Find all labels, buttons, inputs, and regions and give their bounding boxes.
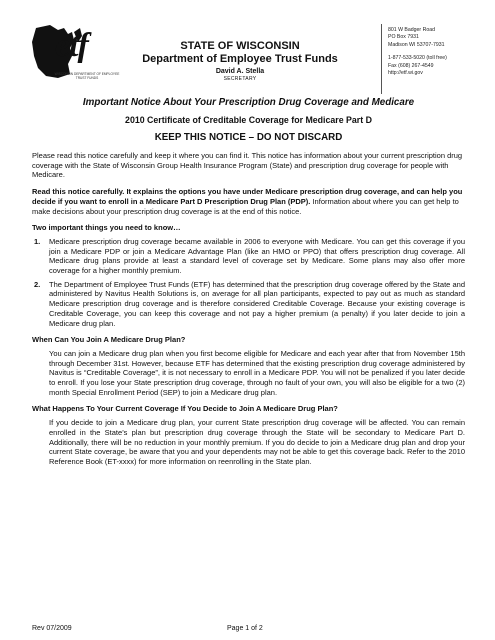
list-item-number: 1. — [34, 236, 41, 246]
contact-block — [388, 27, 488, 77]
list-item-number: 2. — [34, 279, 41, 289]
state-name: STATE OF WISCONSIN — [180, 40, 300, 52]
happens-paragraph: If you decide to join a Medicare drug plan, your current State prescription drug coverage will be affected. You can remain enrolled in the State’s plan but prescription drug coverage through the State will be secondary to Medicare Part D. Additionally, there will be no reduction in your monthly premium. If you do decide to join a Medicare drug plan and drop your current State coverage, be aware that you and your dependents may not be able to get this coverage back. Refer to the 2010 Reference Book (ET-xxxx) for more information on reenrolling in the State plan. — [49, 418, 465, 466]
header-divider — [381, 24, 382, 94]
secretary-title: SECRETARY — [223, 76, 257, 82]
website-link[interactable]: http://etf.wi.gov — [388, 70, 423, 77]
list-item-text: Medicare prescription drug coverage became available in 2006 to everyone with Medicare. You can get this coverage if you join a Medicare PDP or join a Medicare Advantage Plan (like an HMO or PPO) that offers prescription drug coverage. All Medicare drug plans provide at least a standard level of coverage set by Medicare. Some plans may also offer more coverage for a higher monthly premium. — [49, 236, 465, 276]
intro-paragraph: Please read this notice carefully and keep it where you can find it. This notice has information about your current prescription drug coverage with the State of Wisconsin Group Health Insurance Program (State) and prescription drug coverage for people with Medicare. — [32, 151, 463, 180]
keep-notice-title: KEEP THIS NOTICE – DO NOT DISCARD — [154, 132, 343, 143]
two-things-list — [32, 237, 465, 328]
secretary-name: David A. Stella — [215, 68, 265, 75]
notice-title: Important Notice About Your Prescription Drug Coverage and Medicare — [82, 97, 415, 108]
revision-date: Rev 07/2009 — [32, 625, 72, 632]
fax-number: Fax (608) 267-4549 — [388, 62, 434, 69]
list-item — [32, 237, 465, 276]
address-line-2: PO Box 7931 — [388, 34, 419, 41]
list-item-text: The Department of Employee Trust Funds (ETF) has determined that the prescription drug coverage offered by the State and administered by Navitus Health Solutions is, on average for all plan participants, expected to pay out as much as standard Medicare prescription drug coverage and is therefore considered Creditable Coverage. Because your existing coverage is Creditable Coverage, you can keep this coverage and not pay a higher premium (a penalty) if you later decide to join a Medicare drug plan. — [49, 279, 465, 328]
two-things-heading: Two important things you need to know… — [32, 223, 181, 233]
join-paragraph: You can join a Medicare drug plan when you first become eligible for Medicare and each year after that from November 15th through December 31st. However, because ETF has determined that the existing prescription drug coverage administered by Navitus is “Creditable Coverage”, it is not necessary to enroll in a Medicare PDP. You will not be penalized if you later decide to enroll. If you lose your State prescription drug coverage, through no fault of your own, you will also be eligible for a two (2) month Special Enrollment Period (SEP) to join a Medicare drug plan. — [49, 348, 465, 397]
etf-logo-text: etf — [55, 27, 88, 64]
certificate-title: 2010 Certificate of Creditable Coverage for Medicare Part D — [125, 115, 372, 125]
phone-number: 1-877-533-5020 (toll free) — [388, 55, 447, 62]
page-number: Page 1 of 2 — [227, 625, 263, 632]
address-line-1: 801 W Badger Road — [388, 27, 436, 33]
intro-bold-text: Read this notice carefully. It explains the options you have under Medicare prescription drug coverage, and can help you decide if you want to enroll in a Medicare Part D Prescription Drug Plan (PDP). — [32, 187, 463, 206]
intro-paragraph-2 — [32, 187, 465, 216]
agency-heading — [140, 40, 340, 83]
list-item — [32, 280, 465, 329]
department-name: Department of Employee Trust Funds — [142, 53, 338, 65]
logo-caption: WISCONSIN DEPARTMENT OF EMPLOYEE TRUST FUNDS — [54, 72, 120, 80]
intro-rest-text: Information about where you can get help to make decisions about your prescription drug coverage is at the end of this notice. — [32, 196, 459, 216]
address-line-3: Madison WI 53707-7931 — [388, 41, 445, 48]
join-heading: When Can You Join A Medicare Drug Plan? — [32, 335, 186, 345]
notice-body — [32, 97, 465, 467]
happens-heading: What Happens To Your Current Coverage If You Decide to Join A Medicare Drug Plan? — [32, 404, 338, 414]
